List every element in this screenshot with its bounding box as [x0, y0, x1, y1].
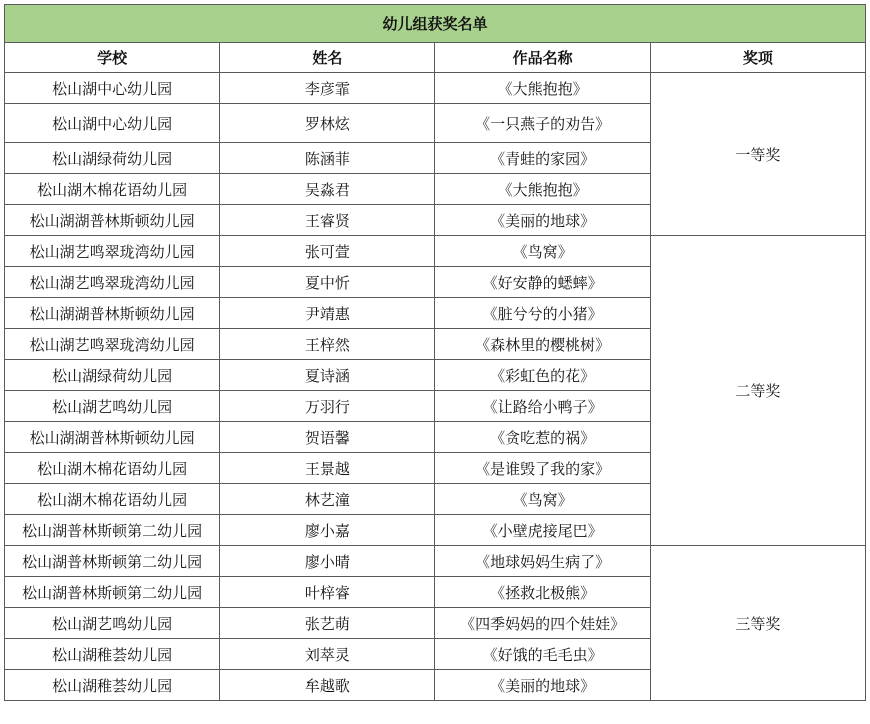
cell-school: 松山湖稚荟幼儿园 — [5, 670, 220, 701]
cell-school: 松山湖普林斯顿第二幼儿园 — [5, 577, 220, 608]
table-title: 幼儿组获奖名单 — [5, 5, 866, 43]
cell-name: 林艺潼 — [220, 484, 435, 515]
cell-name: 张可萱 — [220, 236, 435, 267]
cell-school: 松山湖艺鸣幼儿园 — [5, 391, 220, 422]
cell-school: 松山湖艺鸣翠珑湾幼儿园 — [5, 329, 220, 360]
cell-name: 王景越 — [220, 453, 435, 484]
cell-school: 松山湖普林斯顿第二幼儿园 — [5, 546, 220, 577]
cell-name: 夏诗涵 — [220, 360, 435, 391]
cell-work: 《贪吃惹的祸》 — [435, 422, 650, 453]
cell-name: 张艺萌 — [220, 608, 435, 639]
header-school: 学校 — [5, 43, 220, 73]
cell-name: 万羽行 — [220, 391, 435, 422]
cell-school: 松山湖木棉花语幼儿园 — [5, 174, 220, 205]
cell-name: 贺语馨 — [220, 422, 435, 453]
cell-school: 松山湖艺鸣翠珑湾幼儿园 — [5, 267, 220, 298]
cell-award: 一等奖 — [650, 73, 865, 236]
header-award: 奖项 — [650, 43, 865, 73]
cell-name: 刘萃灵 — [220, 639, 435, 670]
cell-name: 王睿贤 — [220, 205, 435, 236]
cell-school: 松山湖湖普林斯顿幼儿园 — [5, 205, 220, 236]
cell-work: 《好饿的毛毛虫》 — [435, 639, 650, 670]
cell-school: 松山湖绿荷幼儿园 — [5, 360, 220, 391]
award-sheet — [2, 4, 868, 722]
cell-work: 《美丽的地球》 — [435, 670, 650, 701]
table-row — [5, 546, 866, 577]
cell-award: 二等奖 — [650, 236, 865, 546]
cell-name: 牟越歌 — [220, 670, 435, 701]
header-row — [5, 43, 866, 73]
cell-school: 松山湖中心幼儿园 — [5, 104, 220, 143]
cell-work: 《美丽的地球》 — [435, 205, 650, 236]
cell-work: 《彩虹色的花》 — [435, 360, 650, 391]
cell-name: 罗林炫 — [220, 104, 435, 143]
table-row — [5, 236, 866, 267]
cell-work: 《小壁虎接尾巴》 — [435, 515, 650, 546]
table-body — [5, 73, 866, 701]
header-name: 姓名 — [220, 43, 435, 73]
cell-school: 松山湖绿荷幼儿园 — [5, 143, 220, 174]
cell-school: 松山湖普林斯顿第二幼儿园 — [5, 515, 220, 546]
cell-name: 廖小晴 — [220, 546, 435, 577]
table-row — [5, 73, 866, 104]
cell-school: 松山湖湖普林斯顿幼儿园 — [5, 422, 220, 453]
cell-work: 《大熊抱抱》 — [435, 174, 650, 205]
cell-school: 松山湖湖普林斯顿幼儿园 — [5, 298, 220, 329]
cell-work: 《鸟窝》 — [435, 484, 650, 515]
cell-name: 陈涵菲 — [220, 143, 435, 174]
cell-work: 《一只燕子的劝告》 — [435, 104, 650, 143]
cell-school: 松山湖中心幼儿园 — [5, 73, 220, 104]
cell-school: 松山湖艺鸣翠珑湾幼儿园 — [5, 236, 220, 267]
cell-work: 《大熊抱抱》 — [435, 73, 650, 104]
cell-work: 《是谁毁了我的家》 — [435, 453, 650, 484]
cell-work: 《拯救北极熊》 — [435, 577, 650, 608]
cell-work: 《森林里的樱桃树》 — [435, 329, 650, 360]
cell-name: 吴淼君 — [220, 174, 435, 205]
cell-work: 《让路给小鸭子》 — [435, 391, 650, 422]
cell-work: 《地球妈妈生病了》 — [435, 546, 650, 577]
cell-work: 《鸟窝》 — [435, 236, 650, 267]
cell-work: 《四季妈妈的四个娃娃》 — [435, 608, 650, 639]
cell-school: 松山湖木棉花语幼儿园 — [5, 453, 220, 484]
cell-name: 叶梓睿 — [220, 577, 435, 608]
cell-school: 松山湖艺鸣幼儿园 — [5, 608, 220, 639]
cell-work: 《脏兮兮的小猪》 — [435, 298, 650, 329]
cell-award: 三等奖 — [650, 546, 865, 701]
award-table — [4, 4, 866, 701]
cell-name: 王梓然 — [220, 329, 435, 360]
cell-work: 《好安静的蟋蟀》 — [435, 267, 650, 298]
cell-name: 尹靖惠 — [220, 298, 435, 329]
cell-name: 廖小嘉 — [220, 515, 435, 546]
cell-name: 李彦霏 — [220, 73, 435, 104]
header-work: 作品名称 — [435, 43, 650, 73]
cell-school: 松山湖木棉花语幼儿园 — [5, 484, 220, 515]
cell-work: 《青蛙的家园》 — [435, 143, 650, 174]
cell-name: 夏中忻 — [220, 267, 435, 298]
cell-school: 松山湖稚荟幼儿园 — [5, 639, 220, 670]
